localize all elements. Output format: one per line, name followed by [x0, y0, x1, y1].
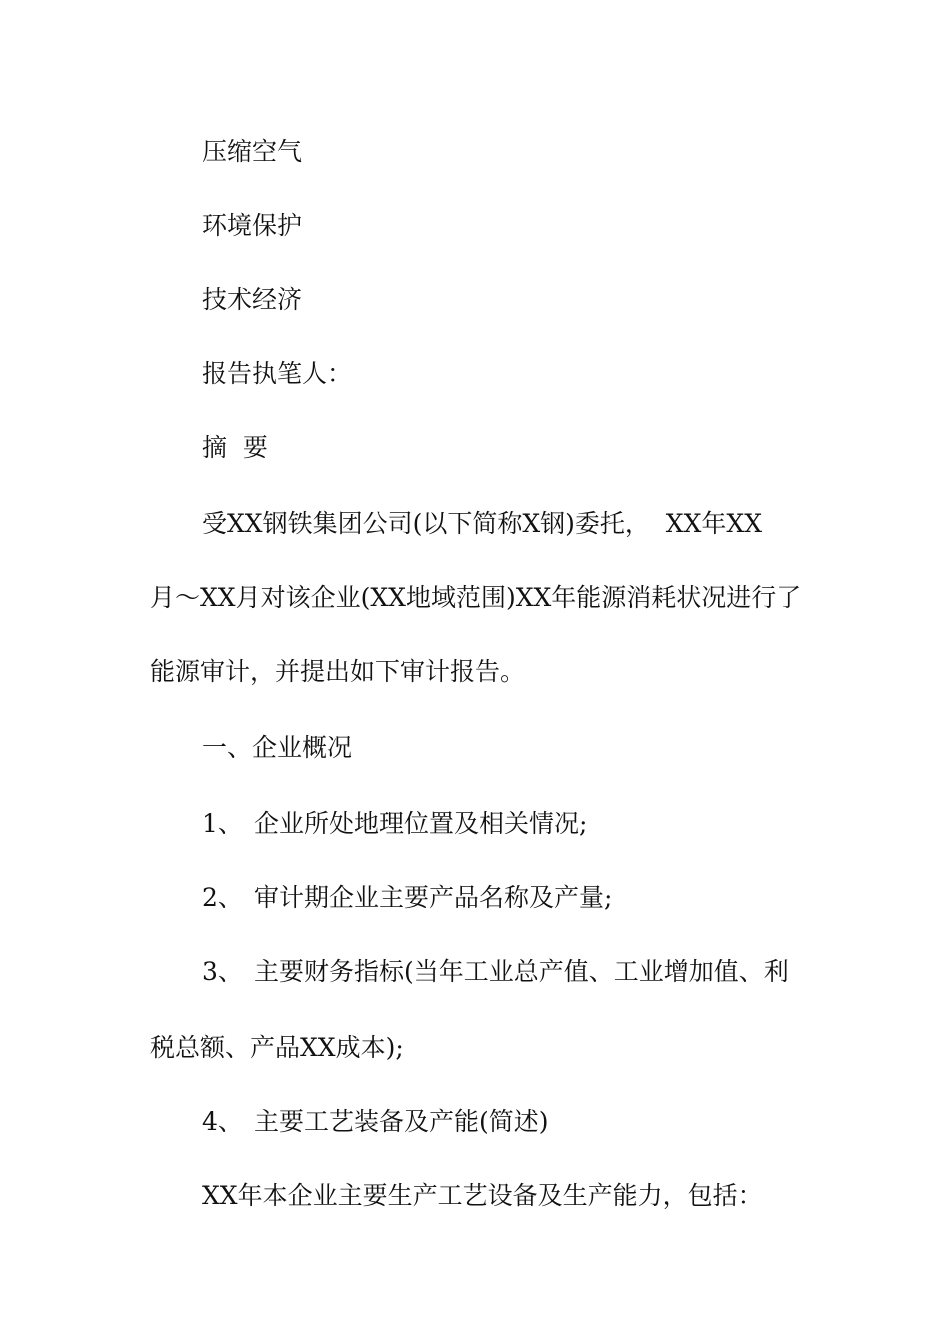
- list-item-text: 审计期企业主要产品名称及产量;: [254, 883, 613, 912]
- list-item-number: 3、: [202, 957, 243, 986]
- list-item: [202, 883, 862, 913]
- list-item-text: 企业所处地理位置及相关情况;: [254, 809, 588, 838]
- report-author-label: 报告执笔人：: [202, 359, 353, 388]
- list-item-number: 1、: [202, 809, 243, 838]
- section-title-enterprise-overview: 一、企业概况: [202, 733, 353, 762]
- intro-paragraph-line-1: 受XX钢铁集团公司(以下简称X钢)委托， XX年XX: [202, 509, 762, 538]
- list-item-text: 主要财务指标(当年工业总产值、工业增加值、利: [254, 957, 789, 986]
- heading-environmental-protection: 环境保护: [202, 211, 303, 240]
- list-item-continuation: 税总额、产品XX成本);: [150, 1033, 404, 1062]
- intro-paragraph-line-2: 月～XX月对该企业(XX地域范围)XX年能源消耗状况进行了: [150, 583, 802, 612]
- heading-compressed-air: 压缩空气: [202, 137, 303, 166]
- heading-technical-economics: 技术经济: [202, 285, 303, 314]
- list-item-text: 主要工艺装备及产能(简述): [254, 1107, 549, 1136]
- list-item: [202, 957, 862, 987]
- list-item: [202, 1107, 862, 1137]
- abstract-heading: 摘 要: [202, 433, 268, 462]
- intro-paragraph-line-3: 能源审计，并提出如下审计报告。: [150, 657, 526, 686]
- list-item-number: 2、: [202, 883, 243, 912]
- closing-paragraph: XX年本企业主要生产工艺设备及生产能力，包括：: [202, 1181, 763, 1210]
- list-item: [202, 809, 862, 839]
- list-item-number: 4、: [202, 1107, 243, 1136]
